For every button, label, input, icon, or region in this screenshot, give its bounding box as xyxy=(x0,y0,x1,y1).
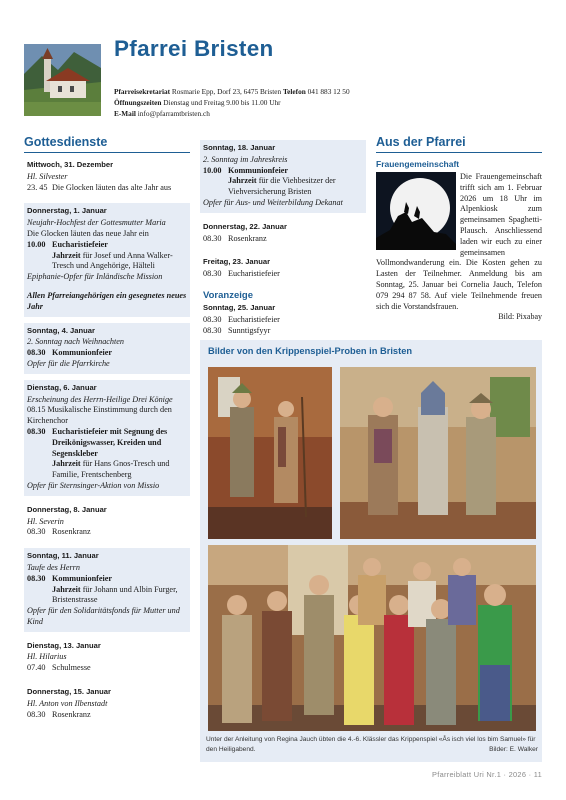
frauengemeinschaft-heading: Frauengemeinschaft xyxy=(376,159,460,169)
page-title: Pfarrei Bristen xyxy=(114,36,274,61)
gottesdienste-column xyxy=(24,135,190,724)
gottesdienste-column-2 xyxy=(200,140,366,340)
gottesdienste-title: Gottesdienste xyxy=(24,135,190,153)
event-jan11: Sonntag, 11. Januar Taufe des Herrn 08.30 Kommunionfeier Jahrzeit für Johann und Albin Furger, Bristenstrasse Opfer für den Solidaritätsfonds für Mutter und Kind xyxy=(24,548,190,632)
image-credit: Bild: Pixabay xyxy=(498,312,542,322)
pfarrei-column xyxy=(376,135,542,323)
pfarrei-title: Aus der Pfarrei xyxy=(376,135,542,153)
full-moon-image xyxy=(376,172,456,250)
event-jan23: Freitag, 23. Januar 08.30 Eucharistiefeier xyxy=(203,257,280,279)
photo-caption: Unter der Anleitung von Regina Jauch übten die 4.-6. Klässler das Krippenspiel «Ås isch viel los bim Samuel» für den Heiligabend. Bilder: E. Walker xyxy=(206,736,538,753)
frauengemeinschaft-article: Die Frauengemeinschaft trifft sich am 1. Februar 2026 um 18 Uhr im Alpenkiosk zum gemeinsamen Spaghetti-Plausch. Anschliessend laden wir euch zu einer gemeinsamen Vollmondwanderung ein. Die Kosten gehen zu Lasten der Teilnehmer. Anmeldung bis am Sonntag, 25. Januar bei Cornelia Jauch, Telefon 079 294 87 58. Auf viele Teilnehmende freuen sich die Vorstandsfrauen. Bild: Pixabay xyxy=(376,172,542,322)
rehearsal-photo-1 xyxy=(208,367,332,539)
rehearsal-group-photo xyxy=(208,545,536,731)
event-jan22: Donnerstag, 22. Januar 08.30 Rosenkranz xyxy=(203,221,287,243)
event-jan15: Donnerstag, 15. Januar Hl. Anton von Ilbenstadt 08.30 Rosenkranz xyxy=(27,687,111,719)
event-dec31: Mittwoch, 31. Dezember Hl. Silvester 23. 45 Die Glocken läuten das alte Jahr aus xyxy=(27,160,172,192)
event-jan25: Sonntag, 25. Januar 08.30 Eucharistiefeier 08.30 Sunntigsfyyr xyxy=(203,302,280,335)
krippenspiel-photo-panel xyxy=(200,340,542,762)
event-jan13: Dienstag, 13. Januar Hl. Hilarius 07.40 Schulmesse xyxy=(27,640,101,673)
event-jan6: Dienstag, 6. Januar Erscheinung des Herrn-Heilige Drei Könige 08.15 Musikalische Einstimmung durch den Kirchenchor 08.30 Eucharistiefeier mit Segnung des Dreikönigswasser, Kreiden und Segenskleber Jahrzeit für Hans Gnos-Tresch und Familie, Frentschenberg Opfer für Sternsinger-Aktion von Missio xyxy=(24,380,190,496)
event-jan1: Donnerstag, 1. Januar Neujahr-Hochfest der Gottesmutter Maria Die Glocken läuten das neue Jahr ein 10.00 Eucharistiefeier Jahrzeit für Josef und Anna Walker-Tresch und Angehörige, Hälteli Epiphanie-Opfer für Inländische Mission Allen Pfarreiangehörigen ein gesegnetes neues Jahr xyxy=(24,203,190,316)
voranzeige-title: Voranzeige xyxy=(203,289,253,301)
church-photo xyxy=(24,44,101,116)
page-footer: Pfarreiblatt Uri Nr.1 · 2026 · 11 xyxy=(432,770,542,779)
photo-panel-title: Bilder von den Krippenspiel-Proben in Bristen xyxy=(208,346,413,356)
event-jan8: Donnerstag, 8. Januar Hl. Severin 08.30 Rosenkranz xyxy=(27,504,107,537)
event-jan18: Sonntag, 18. Januar 2. Sonntag im Jahreskreis 10.00 Kommunionfeier Jahrzeit für die Viehbesitzer der Viehversicherung Bristen Opfer für Aus- und Weiterbildung Dekanat xyxy=(200,140,366,213)
rehearsal-photo-2 xyxy=(340,367,536,539)
event-jan4: Sonntag, 4. Januar 2. Sonntag nach Weihnachten 08.30 Kommunionfeier Opfer für die Pfarrkirche xyxy=(24,323,190,374)
email-link[interactable]: info@pfarramtbristen.ch xyxy=(137,109,210,118)
photo-credit: Bilder: E. Walker xyxy=(489,746,538,753)
contact-block: Pfarreisekretariat Rosmarie Epp, Dorf 23, 6475 Bristen Telefon 041 883 12 50 Öffnungszeiten Dienstag und Freitag 9.00 bis 11.00 Uhr E-Mail info@pfarramtbristen.ch xyxy=(114,87,350,118)
